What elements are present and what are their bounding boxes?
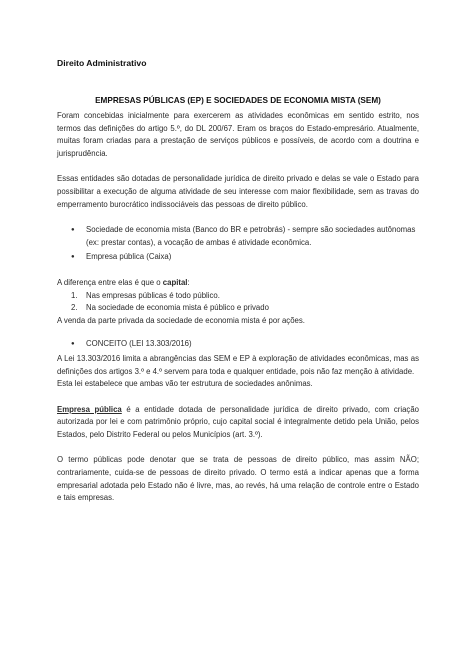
list-item-text: Na sociedade de economia mista é público e privado — [86, 303, 269, 313]
concept-list — [57, 338, 419, 351]
list-item — [57, 338, 419, 351]
list-item-text: CONCEITO (LEI 13.303/2016) — [86, 339, 192, 349]
paragraph-term: O termo públicas pode denotar que se trata de pessoas de direito público, mas assim NÃO; contrariamente, cuida-se de pessoas de direito privado. O termo está a indicar apenas que a forma empresarial adotada pelo Estado não é livre, mas, ao revés, há uma relação de controle entre o Estado e tais empresas. — [57, 455, 419, 503]
bullet-icon: ● — [71, 227, 75, 234]
difference-line: A diferença entre elas é que o capital: — [57, 277, 190, 287]
document-title: Direito Administrativo — [57, 58, 147, 68]
paragraph-origin: Foram concebidas inicialmente para exercerem as atividades econômicas em sentido estrito, nos termos das definições do artigo 5.º, do DL 200/67. Eram os braços do Estado-empresário. Atualmente, muitas foram criadas para a prestação de serviços públicos e possíveis, de acordo com a doutrina e jurisprudência. — [57, 111, 419, 158]
paragraph-personality: Essas entidades são dotadas de personalidade jurídica de direito privado e delas se vale o Estado para possibilitar a execução de alguma atividade de seu interesse com maior flexibilidade, sem as travas do emperramento burocrático indissociáveis das pessoas de direito público. — [57, 174, 419, 209]
bullet-icon: ● — [71, 254, 75, 261]
list-item — [57, 224, 419, 249]
bullet-icon: ● — [71, 341, 75, 348]
list-item — [57, 251, 419, 264]
paragraph-law-structure: Esta lei estabelece que ambas vão ter estrutura de sociedades anônimas. — [57, 379, 313, 389]
numbered-list — [57, 290, 419, 315]
section-heading: EMPRESAS PÚBLICAS (EP) E SOCIEDADES DE ECONOMIA MISTA (SEM) — [95, 96, 381, 105]
list-item-text: Nas empresas públicas é todo público. — [86, 290, 220, 300]
capital-term: capital — [162, 277, 188, 287]
entity-list — [57, 224, 419, 264]
paragraph-ep-definition: Empresa pública é a entidade dotada de personalidade jurídica de direito privado, com criação autorizada por lei e com patrimônio próprio, cujo capital social é integralmente detido pela União, pelos Estados, pelo Distrito Federal ou pelos Municípios (art. 3.º). — [57, 404, 420, 439]
paragraph-law: A Lei 13.303/2016 limita a abrangências das SEM e EP à exploração de atividades econômicas, mas as definições dos artigos 3.º e 4.º servem para toda e qualquer entidade, pois não faz menção à atividade. — [57, 353, 419, 376]
list-item: 1. Nas empresas públicas é todo público. — [71, 290, 220, 300]
sale-line: A venda da parte privada da sociedade de economia mista é por ações. — [57, 315, 305, 325]
list-item: 2. Na sociedade de economia mista é público e privado — [71, 303, 269, 313]
ep-term: Empresa pública — [57, 404, 122, 414]
list-item-text: Sociedade de economia mista (Banco do BR e petrobrás) - sempre são sociedades autônomas (ex: prestar contas), a vocação de ambas é atividade econômica. — [86, 225, 416, 247]
list-item-text: Empresa pública (Caixa) — [86, 252, 172, 262]
